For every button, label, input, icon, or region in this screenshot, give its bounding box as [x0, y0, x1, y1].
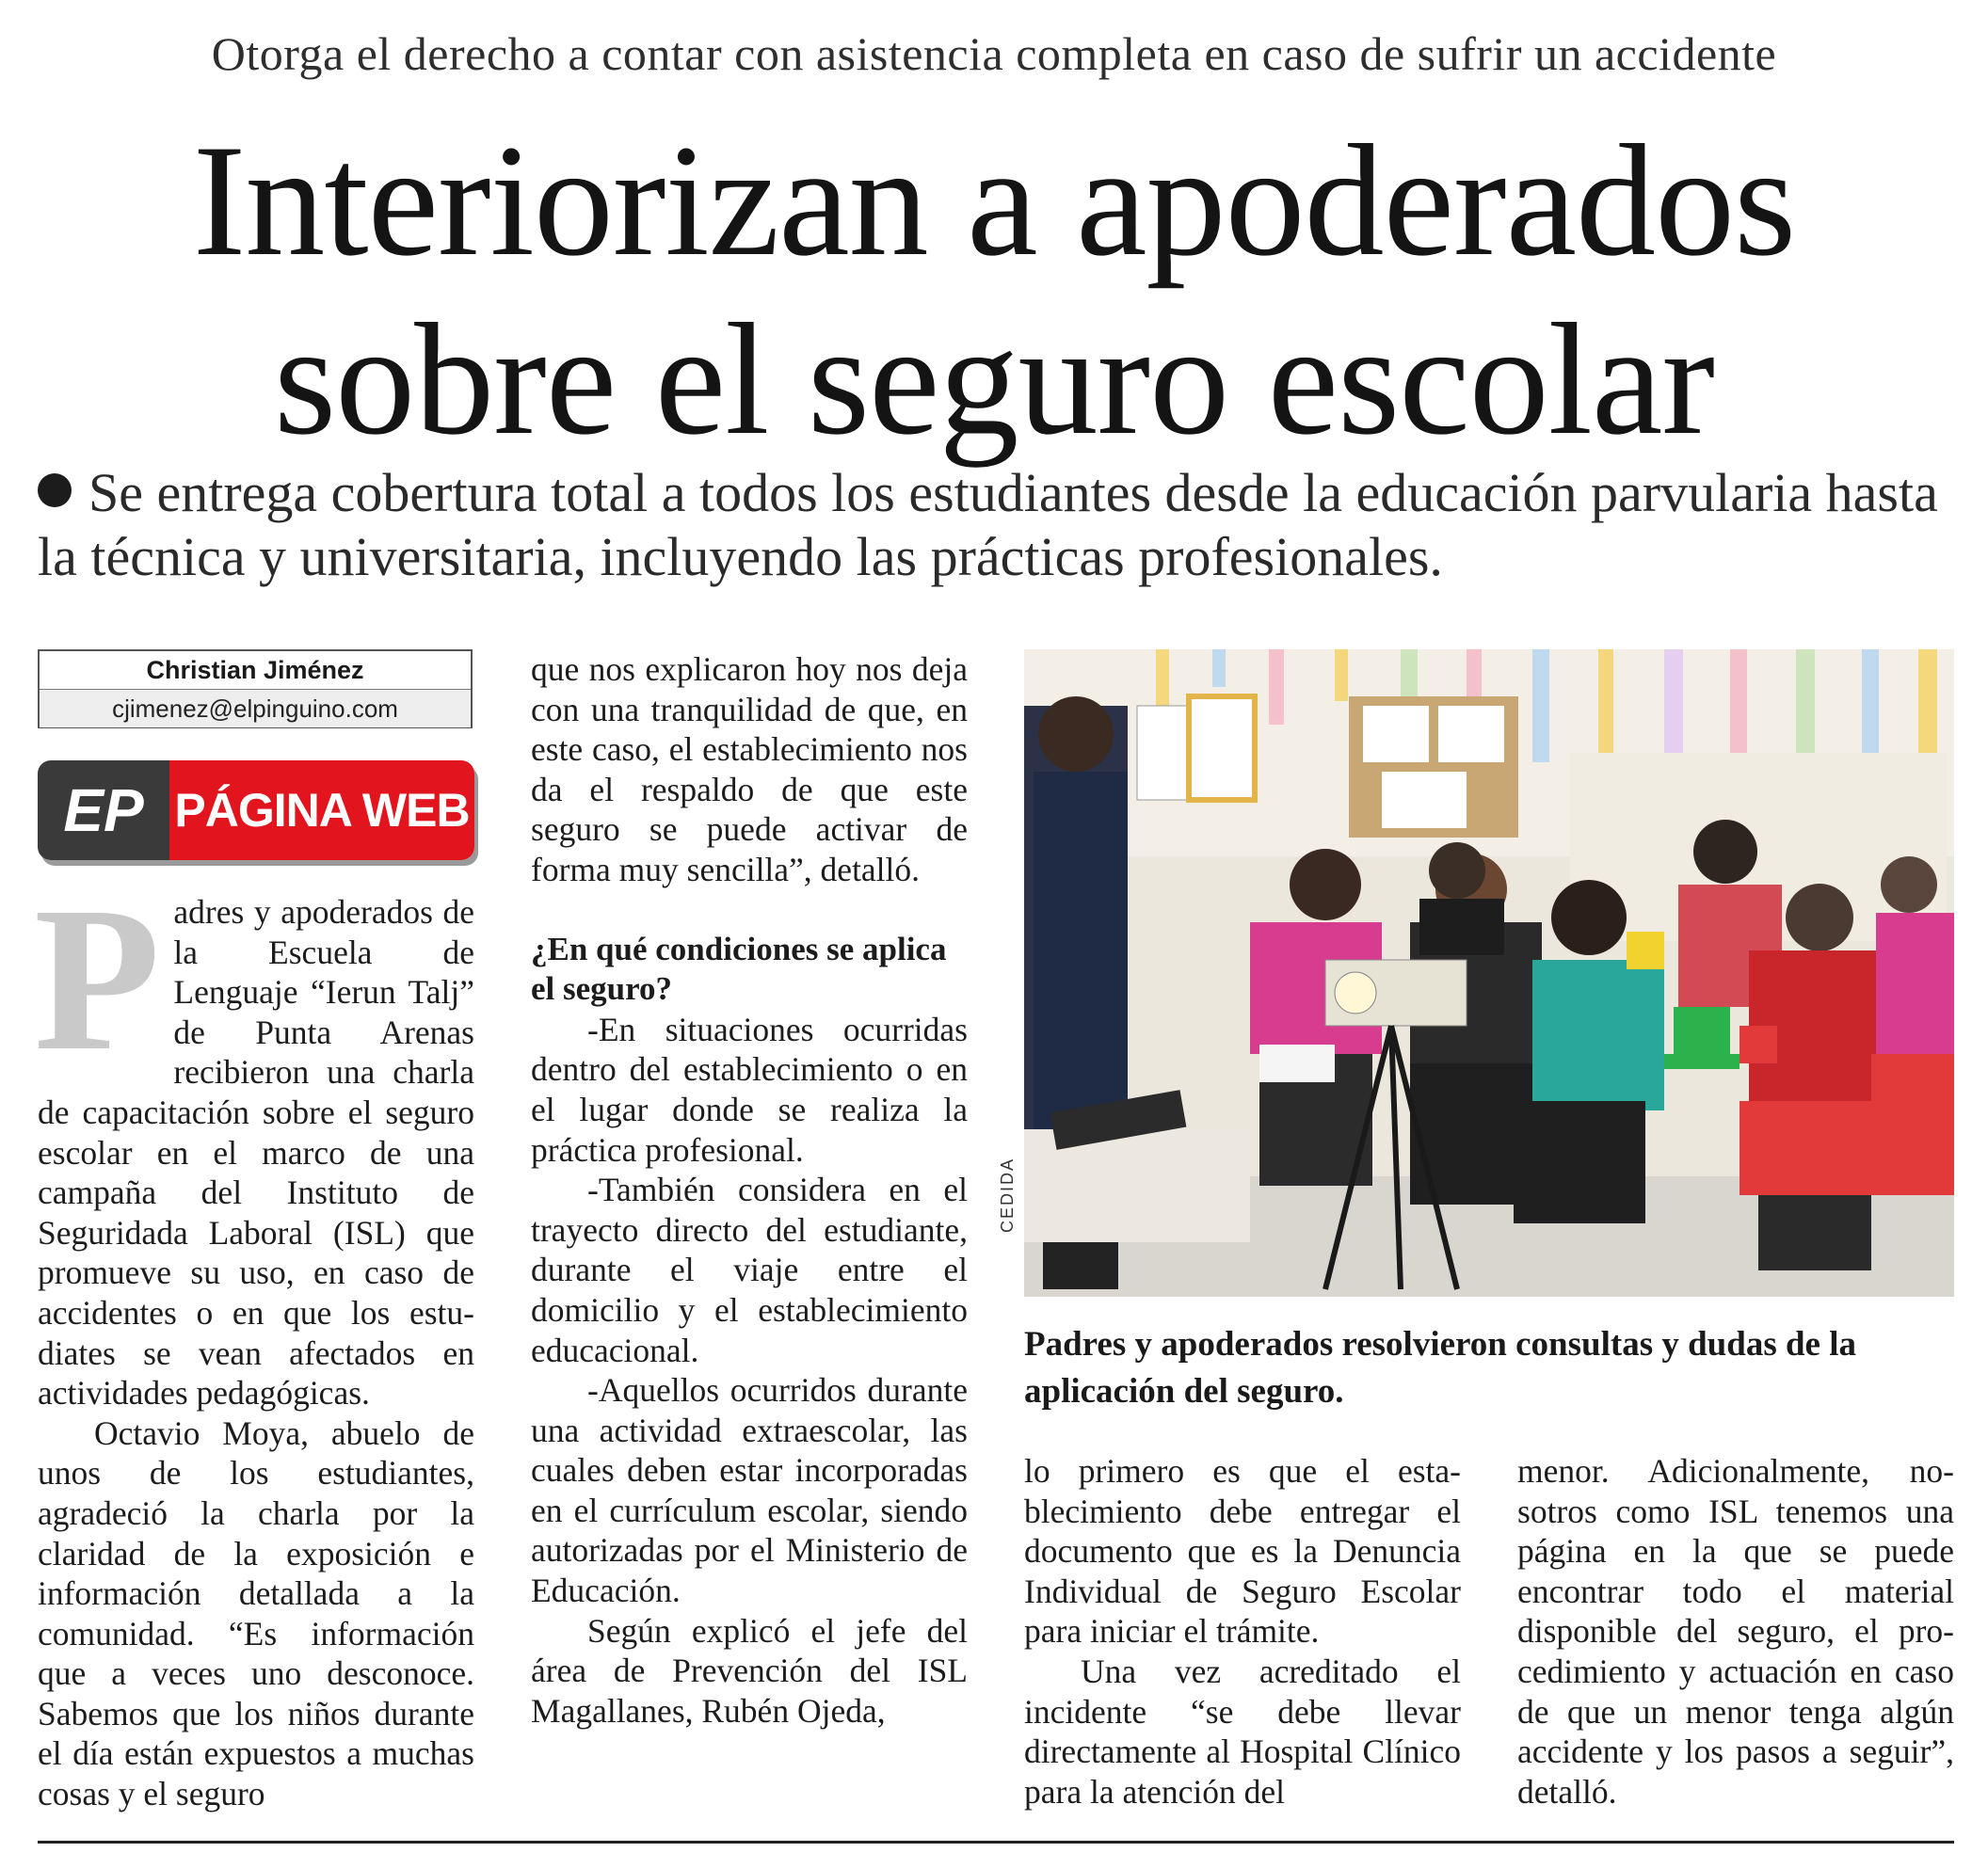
bottom-rule: [38, 1841, 1954, 1844]
article-photo: [1024, 649, 1954, 1297]
column-3: [1024, 1451, 1461, 1812]
web-page-badge[interactable]: [38, 760, 474, 860]
photo-credit: CEDIDA: [998, 1157, 1017, 1233]
author-email[interactable]: cjimenez@elpinguino.com: [40, 690, 471, 727]
photo-caption: Padres y apoderados resolvieron consultas y dudas de la aplicación del seguro.: [1024, 1325, 1857, 1411]
kicker: Otorga el derecho a contar con asistencia completa en caso de sufrir un accidente: [211, 27, 1777, 80]
paragraph-7: Según explicó el jefe del área de Prevención del ISL Magallanes, Rubén Ojeda,: [531, 1611, 968, 1730]
headline-line-2: sobre el seguro escolar: [274, 291, 1714, 468]
paragraph-10: menor. Adicionalmente, nosotros como ISL tenemos una página en la que se puede encontrar todo el material disponible del seguro, el procedimiento y actuación en caso de que un menor tenga algún accidente y los pasos a seguir”, detalló.: [1517, 1452, 1954, 1811]
paragraph-1-text: adres y apoderados de la Escuela de Lenguaje “Ierun Talj” de Punta Arenas recibieron una charla de capacitación sobre el seguro escolar en el marco de una campaña del Instituto de Seguridada Laboral (ISL) que promueve su uso, en caso de accidentes o en que los estudiates se vean afectados en actividades pedagógicas.: [38, 893, 474, 1413]
column-2: [531, 649, 968, 1731]
deck: [38, 461, 1958, 589]
web-page-label: PÁGINA WEB: [169, 760, 474, 860]
column-1: [34, 864, 474, 1814]
bullet-icon: [38, 473, 72, 507]
paragraph-4: -En situaciones ocurridas dentro del establecimiento o en el lugar donde se realiza la práctica profesional.: [531, 1010, 968, 1169]
paragraph-5: -También considera en el trayecto directo del estudiante, durante el viaje entre el domicilio y el establecimiento educacional.: [531, 1171, 968, 1369]
ep-logo: EP: [38, 760, 169, 860]
deck-text: Se entrega cobertura total a todos los estudiantes desde la educación parvularia hasta la técnica y universitaria, incluyendo las prácticas profesionales.: [38, 462, 1938, 587]
paragraph-8: lo primero es que el establecimiento debe entregar el documento que es la Denuncia Individual de Seguro Escolar para iniciar el trámite.: [1024, 1452, 1461, 1651]
headline-line-1: Interiorizan a apoderados: [192, 112, 1796, 289]
column-4: [1517, 1451, 1954, 1812]
author-name: Christian Jiménez: [40, 651, 471, 690]
byline-box: [38, 649, 473, 728]
paragraph-6: -Aquellos ocurridos durante una actividad extraescolar, las cuales deben estar incorporadas en el currículum escolar, siendo autorizadas por el Ministerio de Educación.: [531, 1371, 968, 1610]
paragraph-9: Una vez acreditado el incidente “se debe llevar directamente al Hospital Clínico para la atención del: [1024, 1652, 1461, 1811]
classroom-photo: [1024, 649, 1954, 1297]
paragraph-3: que nos explicaron hoy nos deja con una tranquilidad de que, en este caso, el establecimiento nos da el respaldo de que este seguro se puede activar de forma muy sencilla”, detalló.: [531, 650, 968, 888]
headline: [0, 111, 1988, 469]
drop-cap: P: [34, 864, 161, 1094]
subhead: ¿En qué condiciones se aplica el seguro?: [531, 930, 947, 1008]
paragraph-2: Octavio Moya, abuelo de unos de los estudiantes, agradeció la charla por la claridad de la exposición e información detallada a la comunidad. “Es información que a veces uno desconoce. Sabemos que los niños durante el día están expuestos a muchas cosas y el seguro: [38, 1413, 474, 1813]
paragraph-1: [34, 864, 474, 1413]
